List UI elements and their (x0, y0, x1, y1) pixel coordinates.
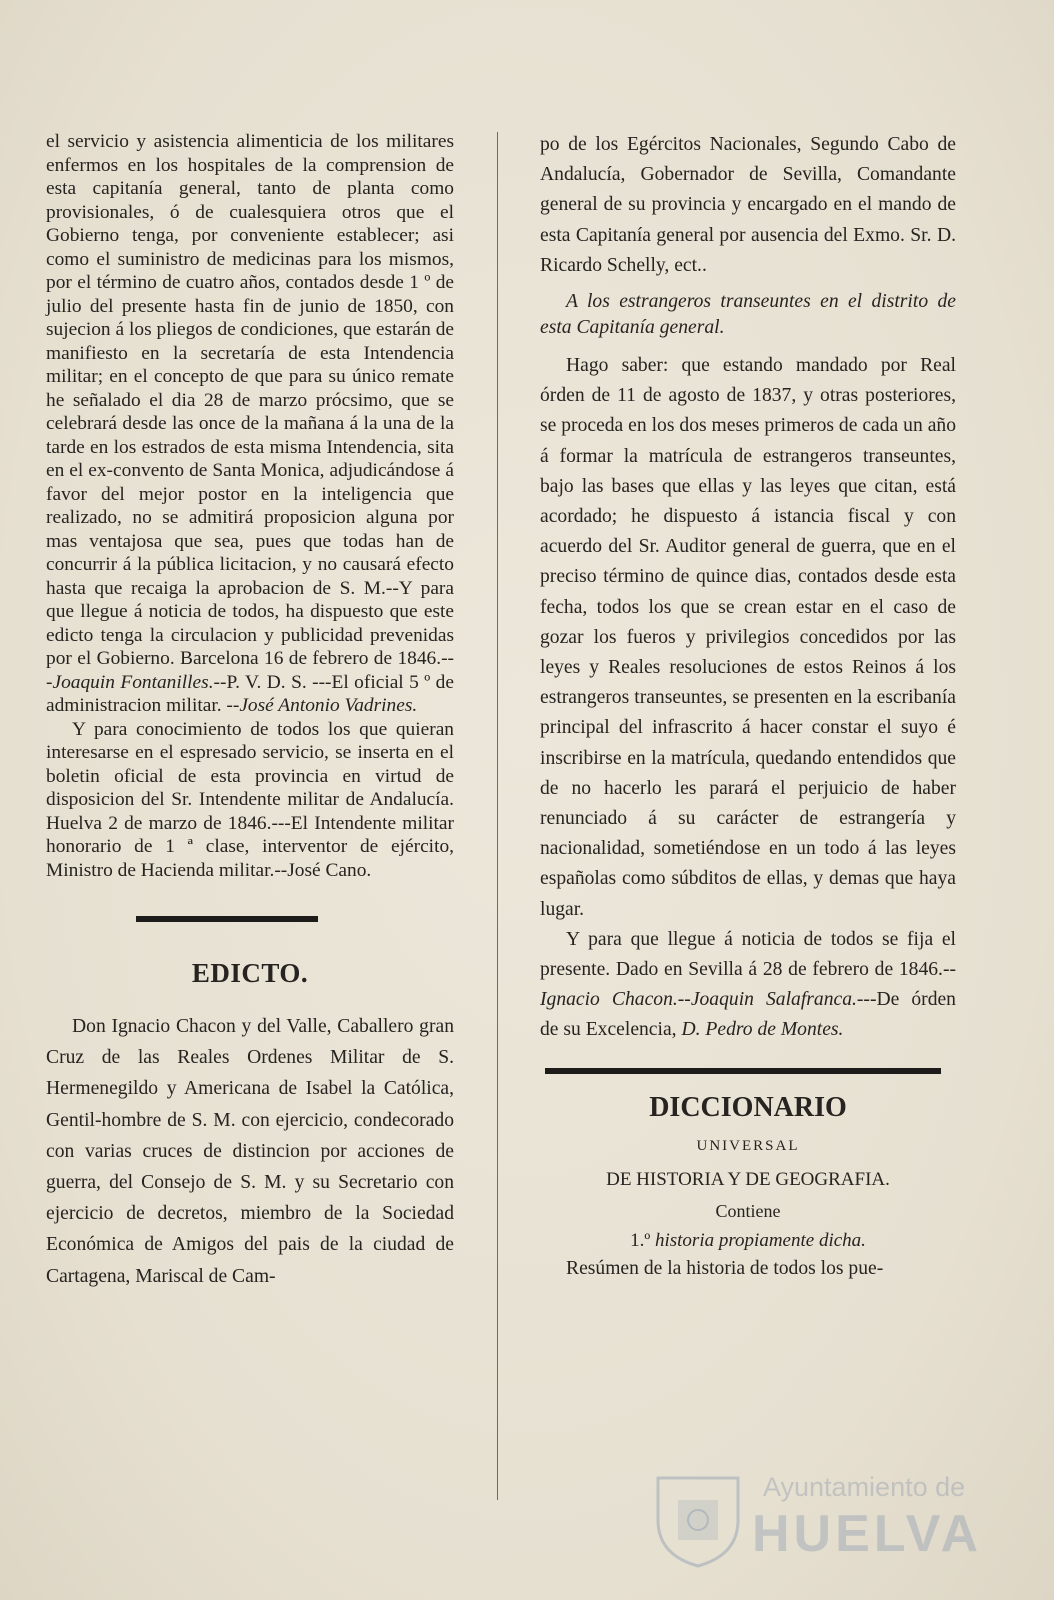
signature-montes: D. Pedro de Montes. (681, 1019, 844, 1041)
left-paragraph-1: el servicio y asistencia alimenticia de los militares enfermos en los hospitales de la comprension de esta capitanía general, tanto de planta como provisionales, ó de cualesquiera otros que el Gobierno tenga, por conveniente establecer; asi como el suministro de medicinas para los mismos, por el término de cuatro años, contados desde 1 º de julio del presente hasta fin de junio de 1850, con sujecion á los pliegos de condiciones, que estarán de manifiesto en la secretaría de esta Intendencia militar; en el concepto de que para su único remate he señalado el dia 28 de marzo prócsimo, que se celebrará desde las once de la mañana á la una de la tarde en los estrados de esta misma Intendencia, sita en el ex-convento de Santa Monica, adjudicándose á favor del mejor postor en la inteligencia que realizado, no se admitirá proposicion alguna por mas ventajosa que sea, pues que todas han de concurrir á la pública licitacion, y no causará efecto hasta que recaiga la aprobacion de S. M.--Y para que llegue á noticia de todos, ha dispuesto que este edicto tenga la circulacion y publicidad prevenidas por el Gobierno. Barcelona 16 de febrero de 1846.---Joaquin Fontanilles.--P. V. D. S. ---El oficial 5 º de administracion militar. --José Antonio Vadrines. (46, 131, 454, 716)
diccionario-item-1: 1.º historia propiamente dicha. (630, 1229, 866, 1251)
right-paragraph-3: Y para que llegue á noticia de todos se fija el presente. Dado en Sevilla á 28 de febrero de 1846.--Ignacio Chacon.--Joaquin Salafranca.---De órden de su Excelencia, D. Pedro de Montes. (540, 928, 956, 1041)
left-paragraph-2: Y para conocimiento de todos los que quieran interesarse en el espresado servicio, se inserta en el boletin oficial de esta provincia en virtud de disposicion del Sr. Intendente militar de Andalucía. Huelva 2 de marzo de 1846.---El Intendente militar honorario de 1 ª clase, interventor de ejército, Ministro de Hacienda militar.--José Cano. (46, 718, 454, 881)
estrangeros-subtitle: A los estrangeros transeuntes en el distrito de esta Capitanía general. (540, 291, 956, 339)
diccionario-heading: DICCIONARIO (649, 1091, 847, 1123)
ayuntamiento-watermark (648, 1470, 983, 1570)
right-paragraph-1: po de los Egércitos Nacionales, Segundo Cabo de Andalucía, Gobernador de Sevilla, Comandante general de su provincia y encargado en el mando de esta Capitanía general por ausencia del Exmo. Sr. D. Ricardo Schelly, ect.. (540, 134, 956, 276)
edicto-heading: EDICTO. (191, 958, 309, 988)
right-column (540, 130, 956, 1282)
signature-chacon-salafranca: Ignacio Chacon.--Joaquin Salafranca. (540, 989, 857, 1011)
column-divider (497, 132, 498, 1500)
shield-icon (648, 1470, 748, 1570)
edicto-text: Don Ignacio Chacon y del Valle, Caballero gran Cruz de las Reales Ordenes Militar de S. Hermenegildo y Americana de Isabel la Católica, Gentil-hombre de S. M. con ejercicio, condecorado con varias cruces de distincion por acciones de guerra, del Consejo de S. M. y su Secretario con ejercicio de decretos, miembro de la Sociedad Económica de Amigos del pais de la ciudad de Cartagena, Mariscal de Cam- (46, 1016, 454, 1287)
left-column (46, 130, 454, 1292)
watermark-line2: HUELVA (752, 1505, 983, 1563)
diccionario-contiene: Contiene (715, 1200, 781, 1221)
diccionario-subtitle-historia: DE HISTORIA Y DE GEOGRAFIA. (606, 1168, 890, 1190)
signature-vadrines: José Antonio Vadrines. (239, 695, 418, 716)
diccionario-subtitle-universal: UNIVERSAL (696, 1137, 800, 1154)
right-paragraph-2: Hago saber: que estando mandado por Real órden de 11 de agosto de 1837, y otras posteriores, se proceda en los dos meses primeros de cada un año á formar la matrícula de estrangeros transeuntes, bajo las bases que ellas y las leyes que citan, está acordado; he dispuesto á istancia fiscal y con acuerdo del Sr. Auditor general de guerra, que en el preciso término de quince dias, contados desde esta fecha, todos los que se crean estar en el caso de gozar los fueros y privilegios concedidos por las leyes y Reales resoluciones de estos Reinos á los estrangeros transeuntes, se presenten en la escribanía principal del infrascrito á hacer constar el suyo é inscribirse en la matrícula, quedando entendidos que de no hacerlo les parará el perjuicio de haber renunciado á su carácter de estrangería y nacionalidad, sometiéndose en un todo á las leyes españolas como súbditos de ellas, y demas que haya lugar. (540, 355, 956, 920)
diccionario-last-line: Resúmen de la historia de todos los pue- (566, 1257, 884, 1279)
signature-fontanilles: Joaquin Fontanilles. (52, 671, 214, 693)
watermark-line1: Ayuntamiento de (763, 1472, 966, 1502)
